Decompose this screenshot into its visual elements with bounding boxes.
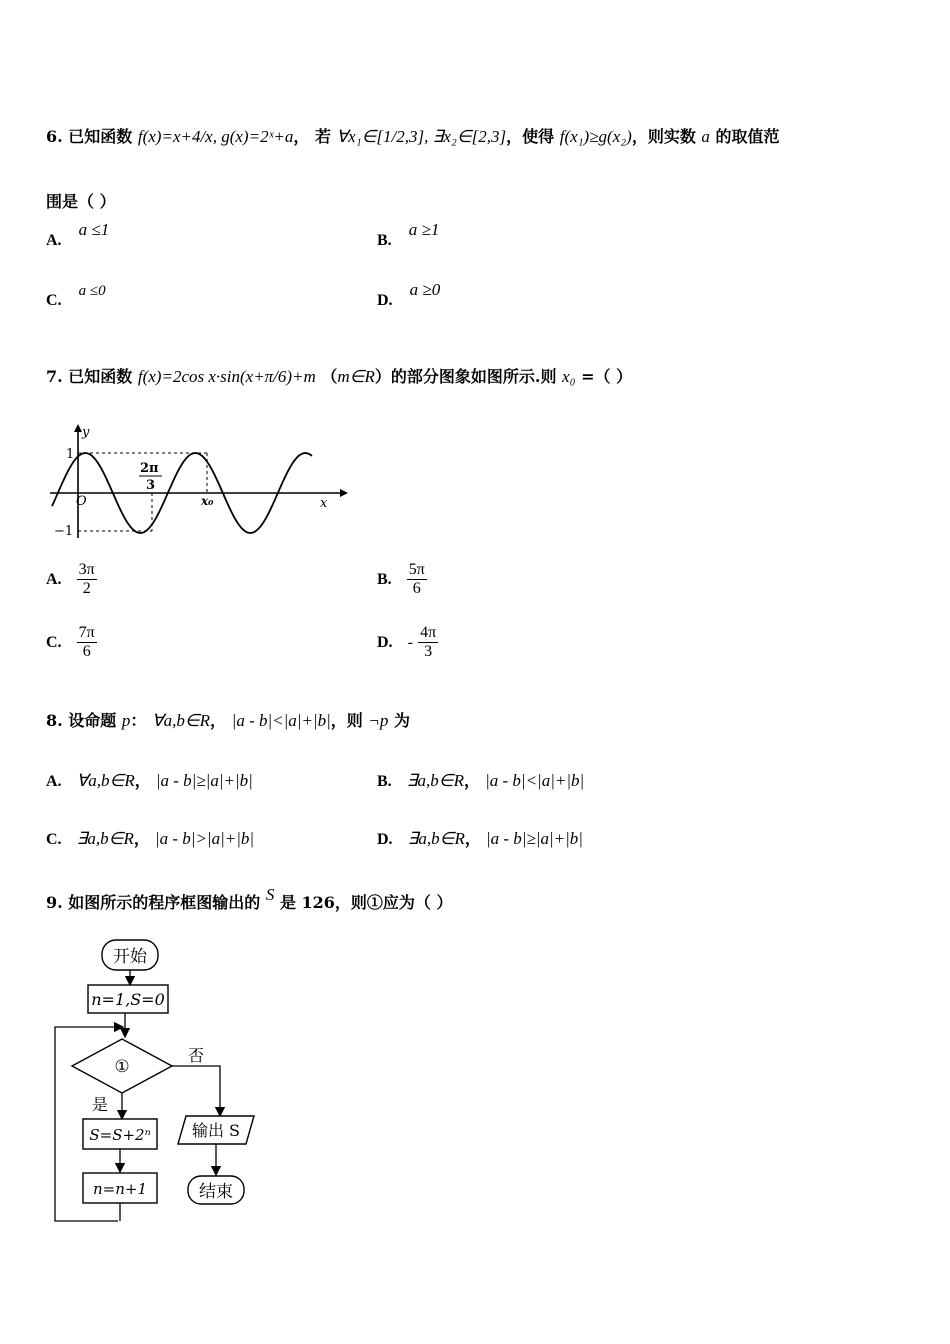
proposition-variable: p bbox=[121, 711, 131, 730]
question-7-line bbox=[46, 364, 632, 387]
option-label: C. bbox=[46, 634, 62, 651]
end-label: 结束 bbox=[199, 1182, 233, 1202]
comma: ， bbox=[210, 711, 227, 730]
option-c[interactable]: C. ∃a,b∈R， |a - b|>|a|+|b| bbox=[46, 829, 255, 848]
option-label: C. bbox=[46, 292, 62, 309]
mark-denominator: 3 bbox=[146, 478, 156, 493]
sum-step-label: S=S+2ⁿ bbox=[89, 1126, 151, 1144]
start-label: 开始 bbox=[113, 947, 147, 967]
option-d[interactable] bbox=[377, 624, 438, 661]
option-inequality: |a - b|<|a|+|b| bbox=[485, 771, 585, 790]
origin-label: O bbox=[76, 494, 87, 509]
increment-step-label: n=n+1 bbox=[92, 1180, 148, 1198]
y-neg-one-label: −1 bbox=[54, 524, 74, 539]
parameter-condition: m∈R bbox=[337, 367, 375, 386]
yes-label: 是 bbox=[92, 1095, 109, 1114]
option-fraction bbox=[418, 624, 438, 661]
question-9-line bbox=[46, 885, 453, 913]
option-quantifier: ∃a,b∈R bbox=[76, 829, 134, 848]
option-label: C. bbox=[46, 831, 62, 848]
option-fraction bbox=[407, 561, 427, 598]
fraction-numerator: 4π bbox=[420, 624, 437, 641]
option-c[interactable] bbox=[46, 624, 97, 661]
option-d[interactable] bbox=[377, 280, 441, 310]
question-tail: ）的部分图象如图所示.则 bbox=[374, 367, 557, 386]
option-c[interactable] bbox=[46, 283, 106, 310]
option-label: B. bbox=[377, 773, 392, 790]
question-number: 6. bbox=[46, 127, 63, 146]
variable-a: a bbox=[701, 127, 710, 146]
inequality: |a - b|<|a|+|b| bbox=[231, 711, 331, 730]
question-tail: ，则实数 bbox=[631, 127, 696, 146]
option-b[interactable]: B. ∃a,b∈R， |a - b|<|a|+|b| bbox=[377, 771, 585, 790]
option-label: A. bbox=[46, 773, 62, 790]
question-lead: 设命题 bbox=[68, 711, 117, 730]
option-label: A. bbox=[46, 232, 62, 249]
option-a[interactable]: A. ∀a,b∈R， |a - b|≥|a|+|b| bbox=[46, 771, 253, 790]
sine-graph-figure bbox=[40, 420, 350, 545]
option-a[interactable] bbox=[46, 561, 97, 598]
option-quantifier: ∀a,b∈R bbox=[76, 771, 135, 790]
x-axis-label: x bbox=[320, 496, 328, 511]
fraction-numerator: 7π bbox=[78, 624, 95, 641]
variable-s: S bbox=[265, 885, 275, 904]
no-branch-arrow bbox=[172, 1066, 220, 1116]
quantifier: ∀a,b∈R bbox=[151, 711, 211, 730]
output-label: 输出 S bbox=[191, 1121, 241, 1140]
function-definition: f(x)=2cos x·sin(x+π/6)+m bbox=[137, 367, 316, 386]
option-d[interactable]: D. ∃a,b∈R， |a - b|≥|a|+|b| bbox=[377, 829, 583, 848]
question-6-line-2: 围是（ ） bbox=[46, 192, 116, 211]
option-inequality: |a - b|>|a|+|b| bbox=[154, 829, 255, 848]
option-quantifier: ∃a,b∈R bbox=[407, 829, 465, 848]
fraction-denominator: 6 bbox=[412, 580, 421, 597]
question-lead: 已知函数 bbox=[68, 127, 133, 146]
question-tail: 是 126，则①应为（ ） bbox=[279, 893, 453, 912]
no-label: 否 bbox=[188, 1046, 205, 1065]
paren-open: （ bbox=[321, 367, 338, 386]
flowchart-figure bbox=[50, 935, 270, 1230]
variable-x0: x₀ bbox=[562, 367, 576, 386]
init-label: n=1,S=0 bbox=[91, 990, 165, 1009]
fraction-numerator: 5π bbox=[408, 561, 425, 578]
condition-word: 若 bbox=[314, 127, 331, 146]
condition-connector: ，使得 bbox=[506, 127, 555, 146]
fraction-denominator: 3 bbox=[424, 643, 433, 660]
colon: ： bbox=[130, 711, 147, 730]
question-number: 8. bbox=[46, 711, 63, 730]
question-lead: 已知函数 bbox=[68, 367, 133, 386]
option-label: D. bbox=[377, 634, 393, 651]
question-6-line-1: 6. 已知函数 f(x)=x+4/x, g(x)=2ˣ+a， 若 ∀x₁∈[1/2,3], ∃x₂∈[2,3]，使得 f(x₁)≥g(x₂)，则实数 a 的取值范 bbox=[46, 127, 780, 146]
condition-label: ① bbox=[114, 1057, 130, 1077]
question-tail-2: 的取值范 bbox=[715, 127, 780, 146]
option-inequality: |a - b|≥|a|+|b| bbox=[485, 829, 583, 848]
negated-proposition: ¬p bbox=[368, 711, 389, 730]
option-label: D. bbox=[377, 831, 393, 848]
option-text: a ≥0 bbox=[409, 280, 441, 299]
option-text: a ≤1 bbox=[78, 220, 110, 239]
y-axis-label: y bbox=[82, 425, 90, 440]
option-b[interactable] bbox=[377, 561, 427, 598]
x0-label: x₀ bbox=[201, 494, 214, 508]
option-label: B. bbox=[377, 232, 392, 249]
option-b[interactable] bbox=[377, 220, 440, 250]
question-number: 9. bbox=[46, 893, 63, 912]
option-fraction bbox=[77, 624, 97, 661]
option-label: A. bbox=[46, 571, 62, 588]
x-axis-arrow-icon bbox=[340, 489, 348, 497]
question-tail-2: 为 bbox=[393, 711, 410, 730]
quantifier-condition: ∀x₁∈[1/2,3], ∃x₂∈[2,3] bbox=[336, 127, 507, 146]
y-axis-arrow-icon bbox=[74, 424, 82, 432]
option-label: B. bbox=[377, 571, 392, 588]
option-text: a ≥1 bbox=[408, 220, 440, 239]
question-8-line bbox=[46, 708, 410, 731]
option-label: D. bbox=[377, 292, 393, 309]
question-tail-2: =（ ） bbox=[581, 367, 633, 386]
option-text: a ≤0 bbox=[78, 283, 106, 299]
option-quantifier: ∃a,b∈R bbox=[406, 771, 464, 790]
mark-numerator: 2π bbox=[140, 461, 159, 476]
y-one-label: 1 bbox=[66, 447, 75, 462]
option-fraction bbox=[77, 561, 97, 598]
fraction-denominator: 2 bbox=[82, 580, 91, 597]
question-tail: ，则 bbox=[330, 711, 363, 730]
option-sign: - bbox=[407, 634, 413, 651]
inequality: f(x₁)≥g(x₂) bbox=[559, 127, 632, 146]
option-inequality: |a - b|≥|a|+|b| bbox=[155, 771, 253, 790]
option-a[interactable] bbox=[46, 220, 110, 250]
question-number: 7. bbox=[46, 367, 63, 386]
question-lead: 如图所示的程序框图输出的 bbox=[68, 893, 261, 912]
fraction-numerator: 3π bbox=[78, 561, 95, 578]
fraction-denominator: 6 bbox=[82, 643, 91, 660]
function-definition: f(x)=x+4/x, g(x)=2ˣ+a bbox=[137, 127, 294, 146]
